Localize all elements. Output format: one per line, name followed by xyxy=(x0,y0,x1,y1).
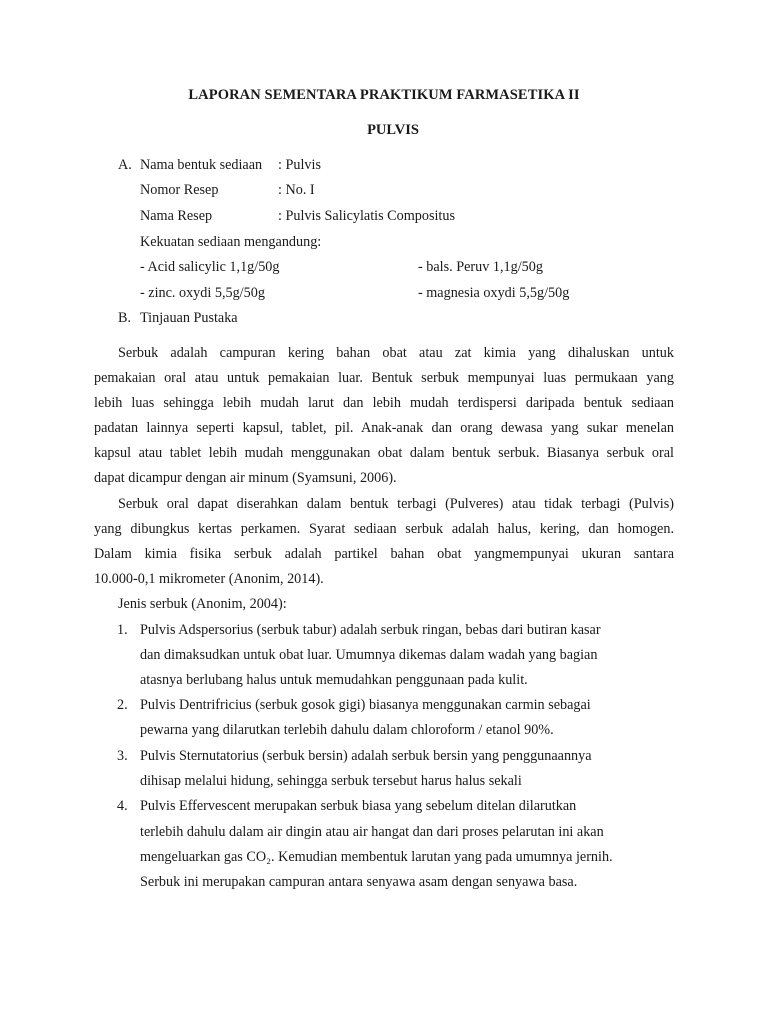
field-label-recipe-name: Nama Resep xyxy=(140,208,213,224)
paragraph-line: Serbuk adalah campuran kering bahan obat atau zat kimia yang dihaluskan untuk xyxy=(118,345,674,361)
list-line: Pulvis Effervescent merupakan serbuk biasa yang sebelum ditelan dilarutkan xyxy=(140,798,577,814)
list-heading: Jenis serbuk (Anonim, 2004): xyxy=(118,596,287,612)
field-label-dosage-form: Nama bentuk sediaan xyxy=(140,157,263,173)
strength-item: - magnesia oxydi 5,5g/50g xyxy=(418,285,570,301)
field-value-recipe-number: : No. I xyxy=(278,182,315,198)
list-line: mengeluarkan gas CO₂. Kemudian membentuk larutan yang pada umumnya jernih. xyxy=(140,849,613,865)
list-line: dihisap melalui hidung, sehingga serbuk tersebut harus halus sekali xyxy=(140,773,522,789)
list-number: 1. xyxy=(117,622,128,638)
field-value-recipe-name: : Pulvis Salicylatis Compositus xyxy=(278,208,455,224)
strength-item: - Acid salicylic 1,1g/50g xyxy=(140,259,280,275)
list-line: atasnya berlubang halus untuk memudahkan penggunaan pada kulit. xyxy=(140,672,528,688)
paragraph-line: pemakaian oral atau untuk pemakaian luar. Bentuk serbuk mempunyai luas permukaan yang xyxy=(94,370,674,386)
section-b-letter: B. xyxy=(118,310,132,326)
section-b-heading: Tinjauan Pustaka xyxy=(140,310,238,326)
strength-item: - zinc. oxydi 5,5g/50g xyxy=(140,285,265,301)
list-number: 3. xyxy=(117,748,128,764)
paragraph-line: Serbuk oral dapat diserahkan dalam bentuk terbagi (Pulveres) atau tidak terbagi (Pulvis) xyxy=(118,496,674,512)
document-title: LAPORAN SEMENTARA PRAKTIKUM FARMASETIKA II xyxy=(188,87,580,103)
list-line: Pulvis Sternutatorius (serbuk bersin) adalah serbuk bersin yang penggunaannya xyxy=(140,748,592,764)
strength-heading: Kekuatan sediaan mengandung: xyxy=(140,234,322,250)
list-line: terlebih dahulu dalam air dingin atau air hangat dan dari proses pelarutan ini akan xyxy=(140,824,604,840)
paragraph-line: padatan lainnya seperti kapsul, tablet, pil. Anak-anak dan orang dewasa yang sukar menelan xyxy=(94,420,674,436)
paragraph-line: yang dibungkus kertas perkamen. Syarat sediaan serbuk adalah halus, kering, dan homogen. xyxy=(94,521,674,537)
section-a-letter: A. xyxy=(118,157,132,173)
list-line: Serbuk ini merupakan campuran antara senyawa asam dengan senyawa basa. xyxy=(140,874,578,890)
strength-item: - bals. Peruv 1,1g/50g xyxy=(418,259,543,275)
paragraph-line: lebih luas sehingga lebih mudah larut dan lebih mudah terdispersi daripada bentuk sediaan xyxy=(94,395,674,411)
list-line: Pulvis Dentrifricius (serbuk gosok gigi) biasanya menggunakan carmin sebagai xyxy=(140,697,591,713)
list-line: Pulvis Adspersorius (serbuk tabur) adalah serbuk ringan, bebas dari butiran kasar xyxy=(140,622,601,638)
paragraph-line: kapsul atau tablet lebih mudah menggunakan obat dalam bentuk serbuk. Biasanya serbuk oral xyxy=(94,445,674,461)
paragraph-line: Dalam kimia fisika serbuk adalah partikel bahan obat yangmempunyai ukuran santara xyxy=(94,546,674,562)
field-value-dosage-form: : Pulvis xyxy=(278,157,321,173)
paragraph-line: 10.000-0,1 mikrometer (Anonim, 2014). xyxy=(94,571,324,587)
paragraph-line: dapat dicampur dengan air minum (Syamsuni, 2006). xyxy=(94,470,397,486)
list-line: dan dimaksudkan untuk obat luar. Umumnya dikemas dalam wadah yang bagian xyxy=(140,647,598,663)
list-number: 4. xyxy=(117,798,128,814)
list-line: pewarna yang dilarutkan terlebih dahulu dalam chloroform / etanol 90%. xyxy=(140,722,554,738)
document-subtitle: PULVIS xyxy=(367,122,419,138)
field-label-recipe-number: Nomor Resep xyxy=(140,182,219,198)
list-number: 2. xyxy=(117,697,128,713)
